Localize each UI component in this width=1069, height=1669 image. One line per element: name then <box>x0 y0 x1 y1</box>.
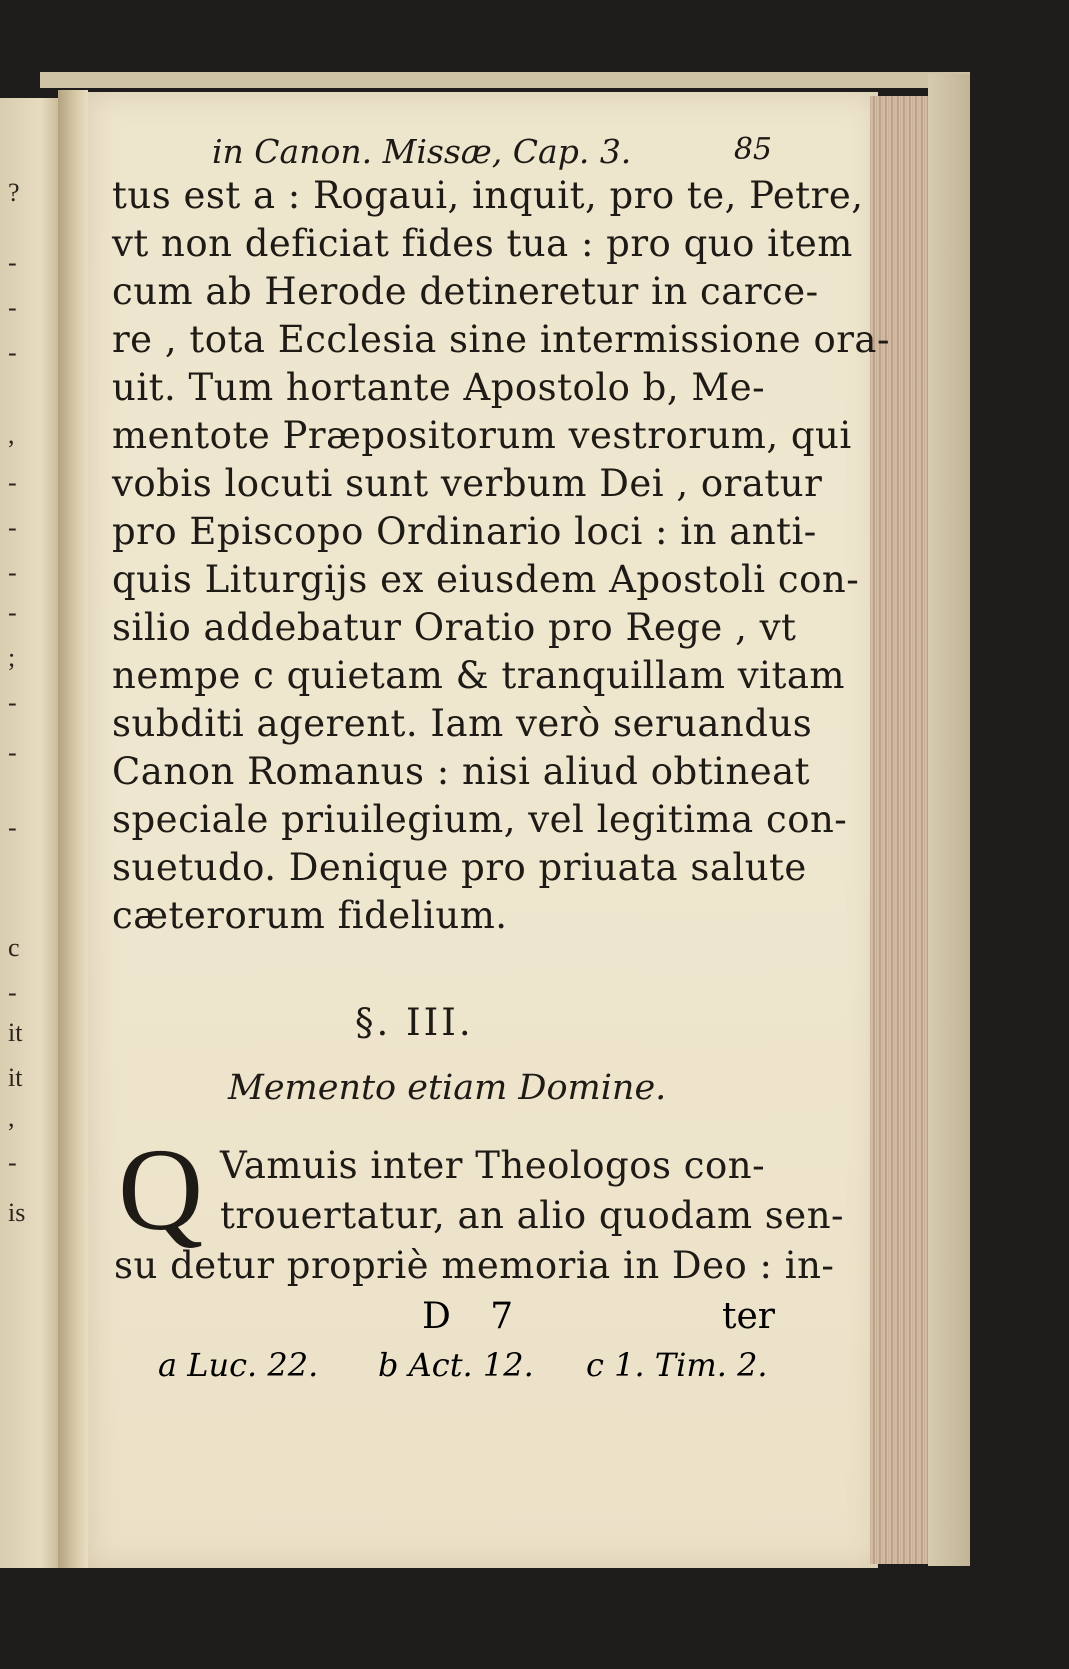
left-page-fragment: , <box>8 420 15 449</box>
left-page-fragment: - <box>8 468 17 497</box>
folio-number: 85 <box>733 132 772 167</box>
left-page-fragment: - <box>8 338 17 367</box>
footnote-a: a Luc. 22. <box>158 1346 319 1384</box>
text-line: vobis locuti sunt verbum Dei , oratur <box>112 462 823 505</box>
text-line: trouertatur, an alio quodam sen- <box>220 1194 845 1237</box>
page-block-edges <box>870 96 933 1564</box>
left-page-fragment: ; <box>8 643 16 672</box>
text-line: cæterorum fidelium. <box>112 894 508 937</box>
section-title: Memento etiam Domine. <box>228 1068 667 1108</box>
footnote-b: b Act. 12. <box>378 1346 534 1384</box>
left-page-fragment: - <box>8 1148 17 1177</box>
left-page-fragment: - <box>8 558 17 587</box>
left-page-fragment: - <box>8 598 17 627</box>
left-page-edge <box>0 98 60 1568</box>
left-page-fragment: - <box>8 688 17 717</box>
left-page-fragment: c <box>8 933 20 962</box>
catchword: ter <box>722 1296 775 1337</box>
left-page-fragment: ? <box>8 178 20 207</box>
left-page-fragment: - <box>8 293 17 322</box>
text-line: quis Liturgijs ex eiusdem Apostoli con- <box>112 558 860 601</box>
left-page-fragment: - <box>8 248 17 277</box>
drop-cap: Q <box>118 1124 204 1255</box>
text-line: re , tota Ecclesia sine intermissione ora- <box>112 318 890 361</box>
footnote-c: c 1. Tim. 2. <box>586 1346 768 1384</box>
text-line: Canon Romanus : nisi aliud obtineat <box>112 750 811 793</box>
left-page-fragment: - <box>8 813 17 842</box>
cover-edge <box>928 74 970 1566</box>
text-line: tus est a : Rogaui, inquit, pro te, Petre, <box>112 174 864 217</box>
text-line: speciale priuilegium, vel legitima con- <box>112 798 848 841</box>
text-line: su detur propriè memoria in Deo : in- <box>114 1244 835 1287</box>
book-gutter <box>58 90 88 1568</box>
text-line: suetudo. Denique pro priuata salute <box>112 846 807 889</box>
left-page-fragment: , <box>8 1103 15 1132</box>
text-line: vt non deficiat fides tua : pro quo item <box>112 222 853 265</box>
signature-mark: D 7 <box>422 1296 528 1337</box>
text-line: silio addebatur Oratio pro Rege , vt <box>112 606 797 649</box>
text-line: mentote Præpositorum vestrorum, qui <box>112 414 852 457</box>
text-line: nempe c quietam & tranquillam vitam <box>112 654 845 697</box>
text-line: pro Episcopo Ordinario loci : in anti- <box>112 510 817 553</box>
running-head-title: in Canon. Missæ, Cap. 3. <box>212 132 632 171</box>
text-line: subditi agerent. Iam verò seruandus <box>112 702 813 745</box>
left-page-fragment: - <box>8 738 17 767</box>
left-page-fragment: is <box>8 1198 26 1227</box>
left-page-fragment: - <box>8 978 17 1007</box>
left-page-fragment: it <box>8 1018 23 1047</box>
section-number: §. III. <box>355 1001 474 1044</box>
text-line: uit. Tum hortante Apostolo b, Me- <box>112 366 766 409</box>
cover-top-edge <box>40 72 970 88</box>
left-page-fragment: - <box>8 513 17 542</box>
left-page-fragment: it <box>8 1063 23 1092</box>
text-line: cum ab Herode detineretur in carce- <box>112 270 819 313</box>
text-line: Vamuis inter Theologos con- <box>220 1144 766 1187</box>
